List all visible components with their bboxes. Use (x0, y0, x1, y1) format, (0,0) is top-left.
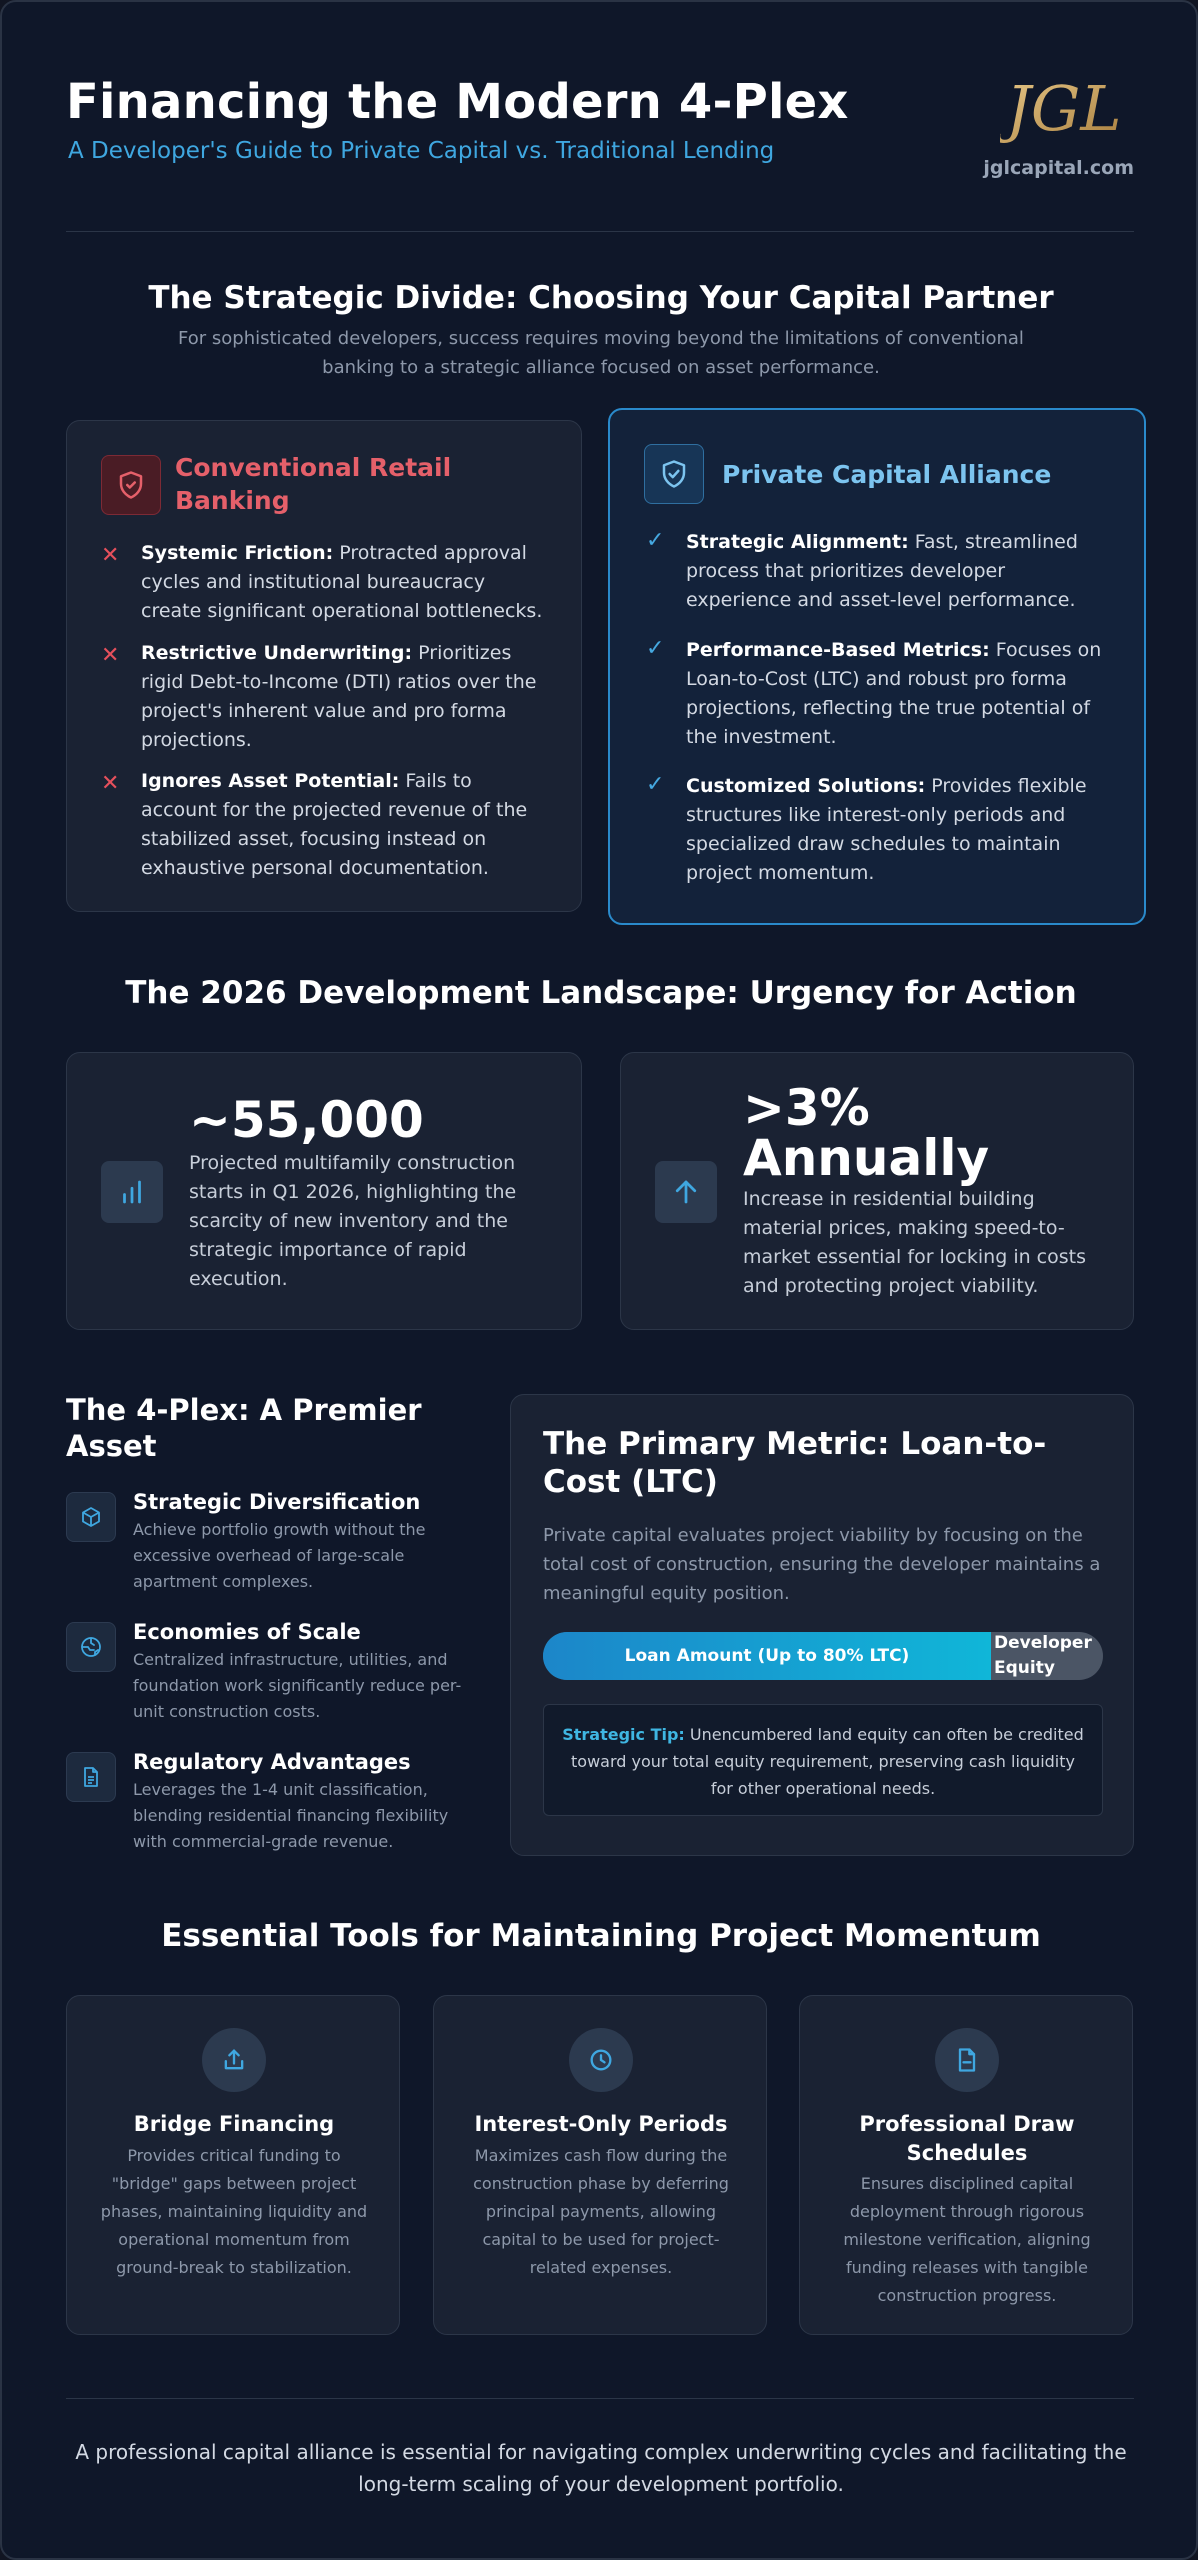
page-subtitle: A Developer's Guide to Private Capital vs. Traditional Lending (68, 138, 775, 164)
conventional-point: Ignores Asset Potential: Fails to account for the projected revenue of the stabilized asset, focusing instead on exhaustive personal documentation. (141, 770, 528, 879)
feature-description: Centralized infrastructure, utilities, and foundation work significantly reduce per-unit construction costs. (133, 1650, 462, 1721)
equity-segment: Developer Equity (994, 1633, 1092, 1678)
bar-chart-icon (101, 1161, 163, 1223)
tool-description: Maximizes cash flow during the construction phase by deferring principal payments, allowing capital to be used for project-related expenses. (473, 2146, 729, 2277)
conventional-point: Systemic Friction: Protracted approval cycles and institutional bureaucracy create significant operational bottlenecks. (141, 542, 543, 622)
stat-value: >3% Annually (743, 1079, 990, 1187)
conventional-point: Restrictive Underwriting: Prioritizes rigid Debt-to-Income (DTI) ratios over the project's inherent value and pro forma projections. (141, 642, 537, 751)
globe-icon (66, 1622, 116, 1672)
feature-title: Economies of Scale (133, 1620, 361, 1644)
check-icon: ✓ (646, 528, 665, 553)
x-icon: ✕ (101, 543, 120, 568)
tool-description: Provides critical funding to "bridge" gaps between project phases, maintaining liquidity and operational momentum from ground-break to stabilization. (100, 2146, 368, 2277)
section-description-divide: For sophisticated developers, success requires moving beyond the limitations of conventional banking to a strategic alliance focused on asset performance. (178, 328, 1024, 378)
ltc-bar (543, 1632, 1103, 1680)
private-point: Customized Solutions: Provides flexible structures like interest-only periods and specialized draw schedules to maintain project momentum. (686, 775, 1087, 884)
website-url: jglcapital.com (983, 157, 1134, 179)
tip-label: Strategic Tip: (562, 1725, 685, 1744)
stat-card (66, 1052, 582, 1330)
svg-text:JGL: JGL (1006, 72, 1122, 145)
tool-card (433, 1995, 767, 2335)
tool-card (66, 1995, 400, 2335)
arrow-up-icon (655, 1161, 717, 1223)
check-icon: ✓ (646, 636, 665, 661)
feature-description: Achieve portfolio growth without the excessive overhead of large-scale apartment complexes. (133, 1520, 426, 1591)
jgl-logo (1000, 68, 1140, 148)
upload-icon (202, 2028, 266, 2092)
stat-description: Increase in residential building material prices, making speed-to-market essential for locking in costs and protecting project viability. (743, 1188, 1086, 1297)
section-title-tools: Essential Tools for Maintaining Project Momentum (161, 1918, 1041, 1954)
page-title: Financing the Modern 4-Plex (66, 74, 849, 130)
tool-card (799, 1995, 1133, 2335)
tool-title: Professional Draw Schedules (859, 2112, 1075, 2165)
x-icon: ✕ (101, 643, 120, 668)
clock-icon (569, 2028, 633, 2092)
private-point: Performance-Based Metrics: Focuses on Loan-to-Cost (LTC) and robust pro forma projections, reflecting the true potential of the investment. (686, 639, 1102, 748)
fourplex-title: The 4-Plex: A Premier Asset (66, 1393, 422, 1463)
private-capital-card (608, 408, 1146, 925)
shield-check-icon (644, 444, 704, 504)
tool-title: Interest-Only Periods (474, 2112, 728, 2136)
loan-segment: Loan Amount (Up to 80% LTC) (543, 1632, 991, 1680)
feature-title: Regulatory Advantages (133, 1750, 411, 1774)
stat-value: ~55,000 (189, 1091, 424, 1149)
ltc-description: Private capital evaluates project viability by focusing on the total cost of construction, ensuring the developer maintains a meaningful equity position. (543, 1525, 1101, 1604)
feature-description: Leverages the 1-4 unit classification, blending residential financing flexibility with commercial-grade revenue. (133, 1780, 449, 1851)
stat-card (620, 1052, 1134, 1330)
tool-description: Ensures disciplined capital deployment through rigorous milestone verification, aligning funding releases with tangible construction progress. (843, 2174, 1091, 2305)
shield-icon (101, 455, 161, 515)
conventional-banking-card (66, 420, 582, 912)
tool-title: Bridge Financing (133, 2112, 335, 2136)
section-title-divide: The Strategic Divide: Choosing Your Capital Partner (148, 280, 1054, 316)
divider (66, 2398, 1134, 2399)
divider (66, 231, 1134, 232)
section-title-landscape: The 2026 Development Landscape: Urgency for Action (125, 975, 1077, 1011)
document-icon (66, 1752, 116, 1802)
ltc-card (510, 1394, 1134, 1856)
footer-text: A professional capital alliance is essential for navigating complex underwriting cycles and facilitating the long-term scaling of your development portfolio. (75, 2440, 1127, 2496)
stat-description: Projected multifamily construction starts in Q1 2026, highlighting the scarcity of new inventory and the strategic importance of rapid execution. (189, 1152, 517, 1290)
check-icon: ✓ (646, 772, 665, 797)
conventional-title: Conventional Retail Banking (175, 453, 452, 515)
file-icon (935, 2028, 999, 2092)
x-icon: ✕ (101, 771, 120, 796)
private-title: Private Capital Alliance (722, 460, 1052, 489)
cube-icon (66, 1492, 116, 1542)
strategic-tip (543, 1704, 1103, 1816)
ltc-title: The Primary Metric: Loan-to-Cost (LTC) (543, 1426, 1047, 1500)
private-point: Strategic Alignment: Fast, streamlined process that prioritizes developer experience and asset-level performance. (686, 531, 1078, 611)
feature-title: Strategic Diversification (133, 1490, 421, 1514)
tip-text: Unencumbered land equity can often be credited toward your total equity requirement, preserving cash liquidity for other operational needs. (571, 1725, 1084, 1798)
